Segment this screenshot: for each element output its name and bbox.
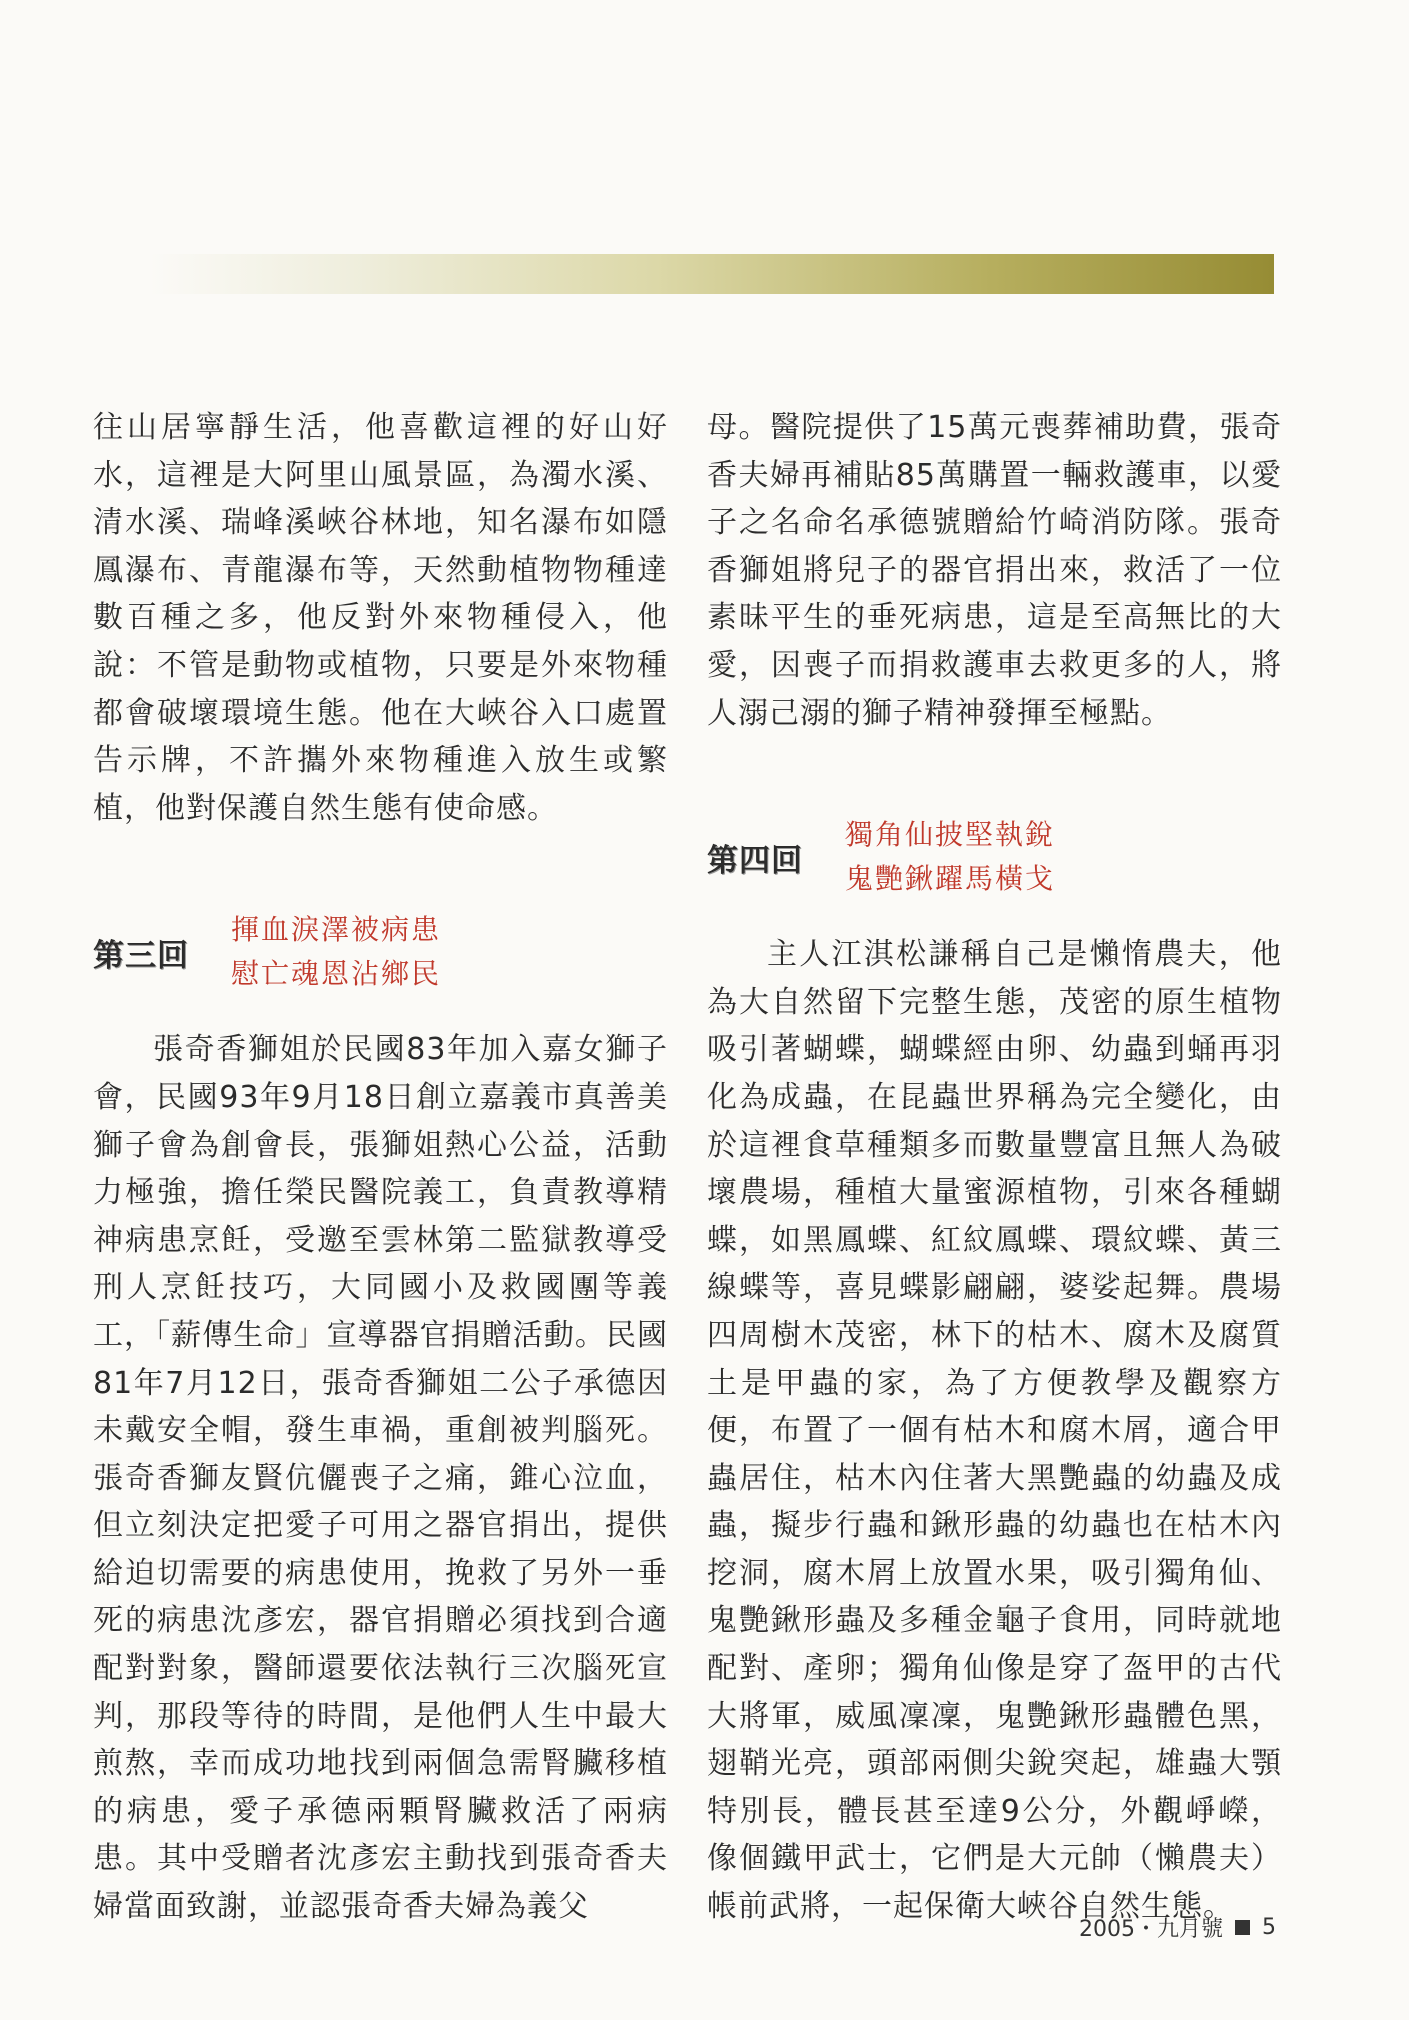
section4-titles — [845, 813, 1055, 901]
header-decorative-band — [150, 254, 1274, 294]
section3-title-line2: 慰亡魂恩沾鄉民 — [231, 957, 442, 991]
issue-label: 2005・九月號 — [1079, 1917, 1223, 1942]
square-marker-icon — [1235, 1920, 1250, 1935]
section3-body: 張奇香獅姐於民國83年加入嘉女獅子會，民國93年9月18日創立嘉義市真善美獅子會為創會長，張獅姐熱心公益，活動力極強，擔任榮民醫院義工，負責教導精神病患烹飪，受邀至雲林第二監獄教導受刑人烹飪技巧，大同國小及救國團等義工，「薪傳生命」宣導器官捐贈活動。民國81年7月12日，張奇香獅姐二公子承德因未戴安全帽，發生車禍，重創被判腦死。張奇香獅友賢伉儷喪子之痛，錐心泣血，但立刻決定把愛子可用之器官捐出，提供給迫切需要的病患使用，挽救了另外一垂死的病患沈彥宏，器官捐贈必須找到合適配對對象，醫師還要依法執行三次腦死宣判，那段等待的時間，是他們人生中最大煎熬，幸而成功地找到兩個急需腎臟移植的病患，愛子承德兩顆腎臟救活了兩病患。其中受贈者沈彥宏主動找到張奇香夫婦當面致謝，並認張奇香夫婦為義父 — [93, 1032, 668, 1925]
continued-paragraph: 母。醫院提供了15萬元喪葬補助費，張奇香夫婦再補貼85萬購置一輛救護車，以愛子之名命名承德號贈給竹崎消防隊。張奇香獅姐將兒子的器官捐出來，救活了一位素昧平生的垂死病患，這是至高無比的大愛，因喪子而捐救護車去救更多的人，將人溺己溺的獅子精神發揮至極點。 — [707, 410, 1282, 731]
intro-paragraph: 往山居寧靜生活，他喜歡這裡的好山好水，這裡是大阿里山風景區，為濁水溪、清水溪、瑞峰溪峽谷林地，知名瀑布如隱鳳瀑布、青龍瀑布等，天然動植物物種達數百種之多，他反對外來物種侵入，他說：不管是動物或植物，只要是外來物種都會破壞環境生態。他在大峽谷入口處置告示牌，不許攜外來物種進入放生或繁植，他對保護自然生態有使命感。 — [93, 410, 668, 826]
section4-label: 第四回 — [707, 842, 803, 879]
section3-titles — [231, 908, 441, 996]
section4-title-line1: 獨角仙披堅執銳 — [845, 818, 1056, 852]
section4-body: 主人江淇松謙稱自己是懶惰農夫，他為大自然留下完整生態，茂密的原生植物吸引著蝴蝶，蝴蝶經由卵、幼蟲到蛹再羽化為成蟲，在昆蟲世界稱為完全變化，由於這裡食草種類多而數量豐富且無人為破壞農場，種植大量蜜源植物，引來各種蝴蝶，如黑鳳蝶、紅紋鳳蝶、環紋蝶、黃三線蝶等，喜見蝶影翩翩，婆娑起舞。農場四周樹木茂密，林下的枯木、腐木及腐質土是甲蟲的家，為了方便教學及觀察方便，布置了一個有枯木和腐木屑，適合甲蟲居住，枯木內住著大黑艷蟲的幼蟲及成蟲，擬步行蟲和鍬形蟲的幼蟲也在枯木內挖洞，腐木屑上放置水果，吸引獨角仙、鬼艷鍬形蟲及多種金龜子食用，同時就地配對、產卵；獨角仙像是穿了盔甲的古代大將軍，威風凜凜，鬼艷鍬形蟲體色黑，翅鞘光亮，頭部兩側尖銳突起，雄蟲大顎特別長，體長甚至達9公分，外觀崢嶸，像個鐵甲武士，它們是大元帥（懶農夫）帳前武將，一起保衛大峽谷自然生態。 — [707, 937, 1282, 1925]
left-column — [93, 404, 668, 1931]
section4-title-line2: 鬼艷鍬躍馬橫戈 — [845, 862, 1056, 896]
section3-heading — [93, 908, 668, 996]
section3-label: 第三回 — [93, 937, 189, 974]
page-number: 5 — [1262, 1915, 1276, 1940]
section3-title-line1: 揮血淚澤被病患 — [231, 913, 442, 947]
right-column — [707, 404, 1282, 1931]
page-footer — [1079, 1912, 1276, 1943]
section4-heading — [707, 813, 1282, 901]
